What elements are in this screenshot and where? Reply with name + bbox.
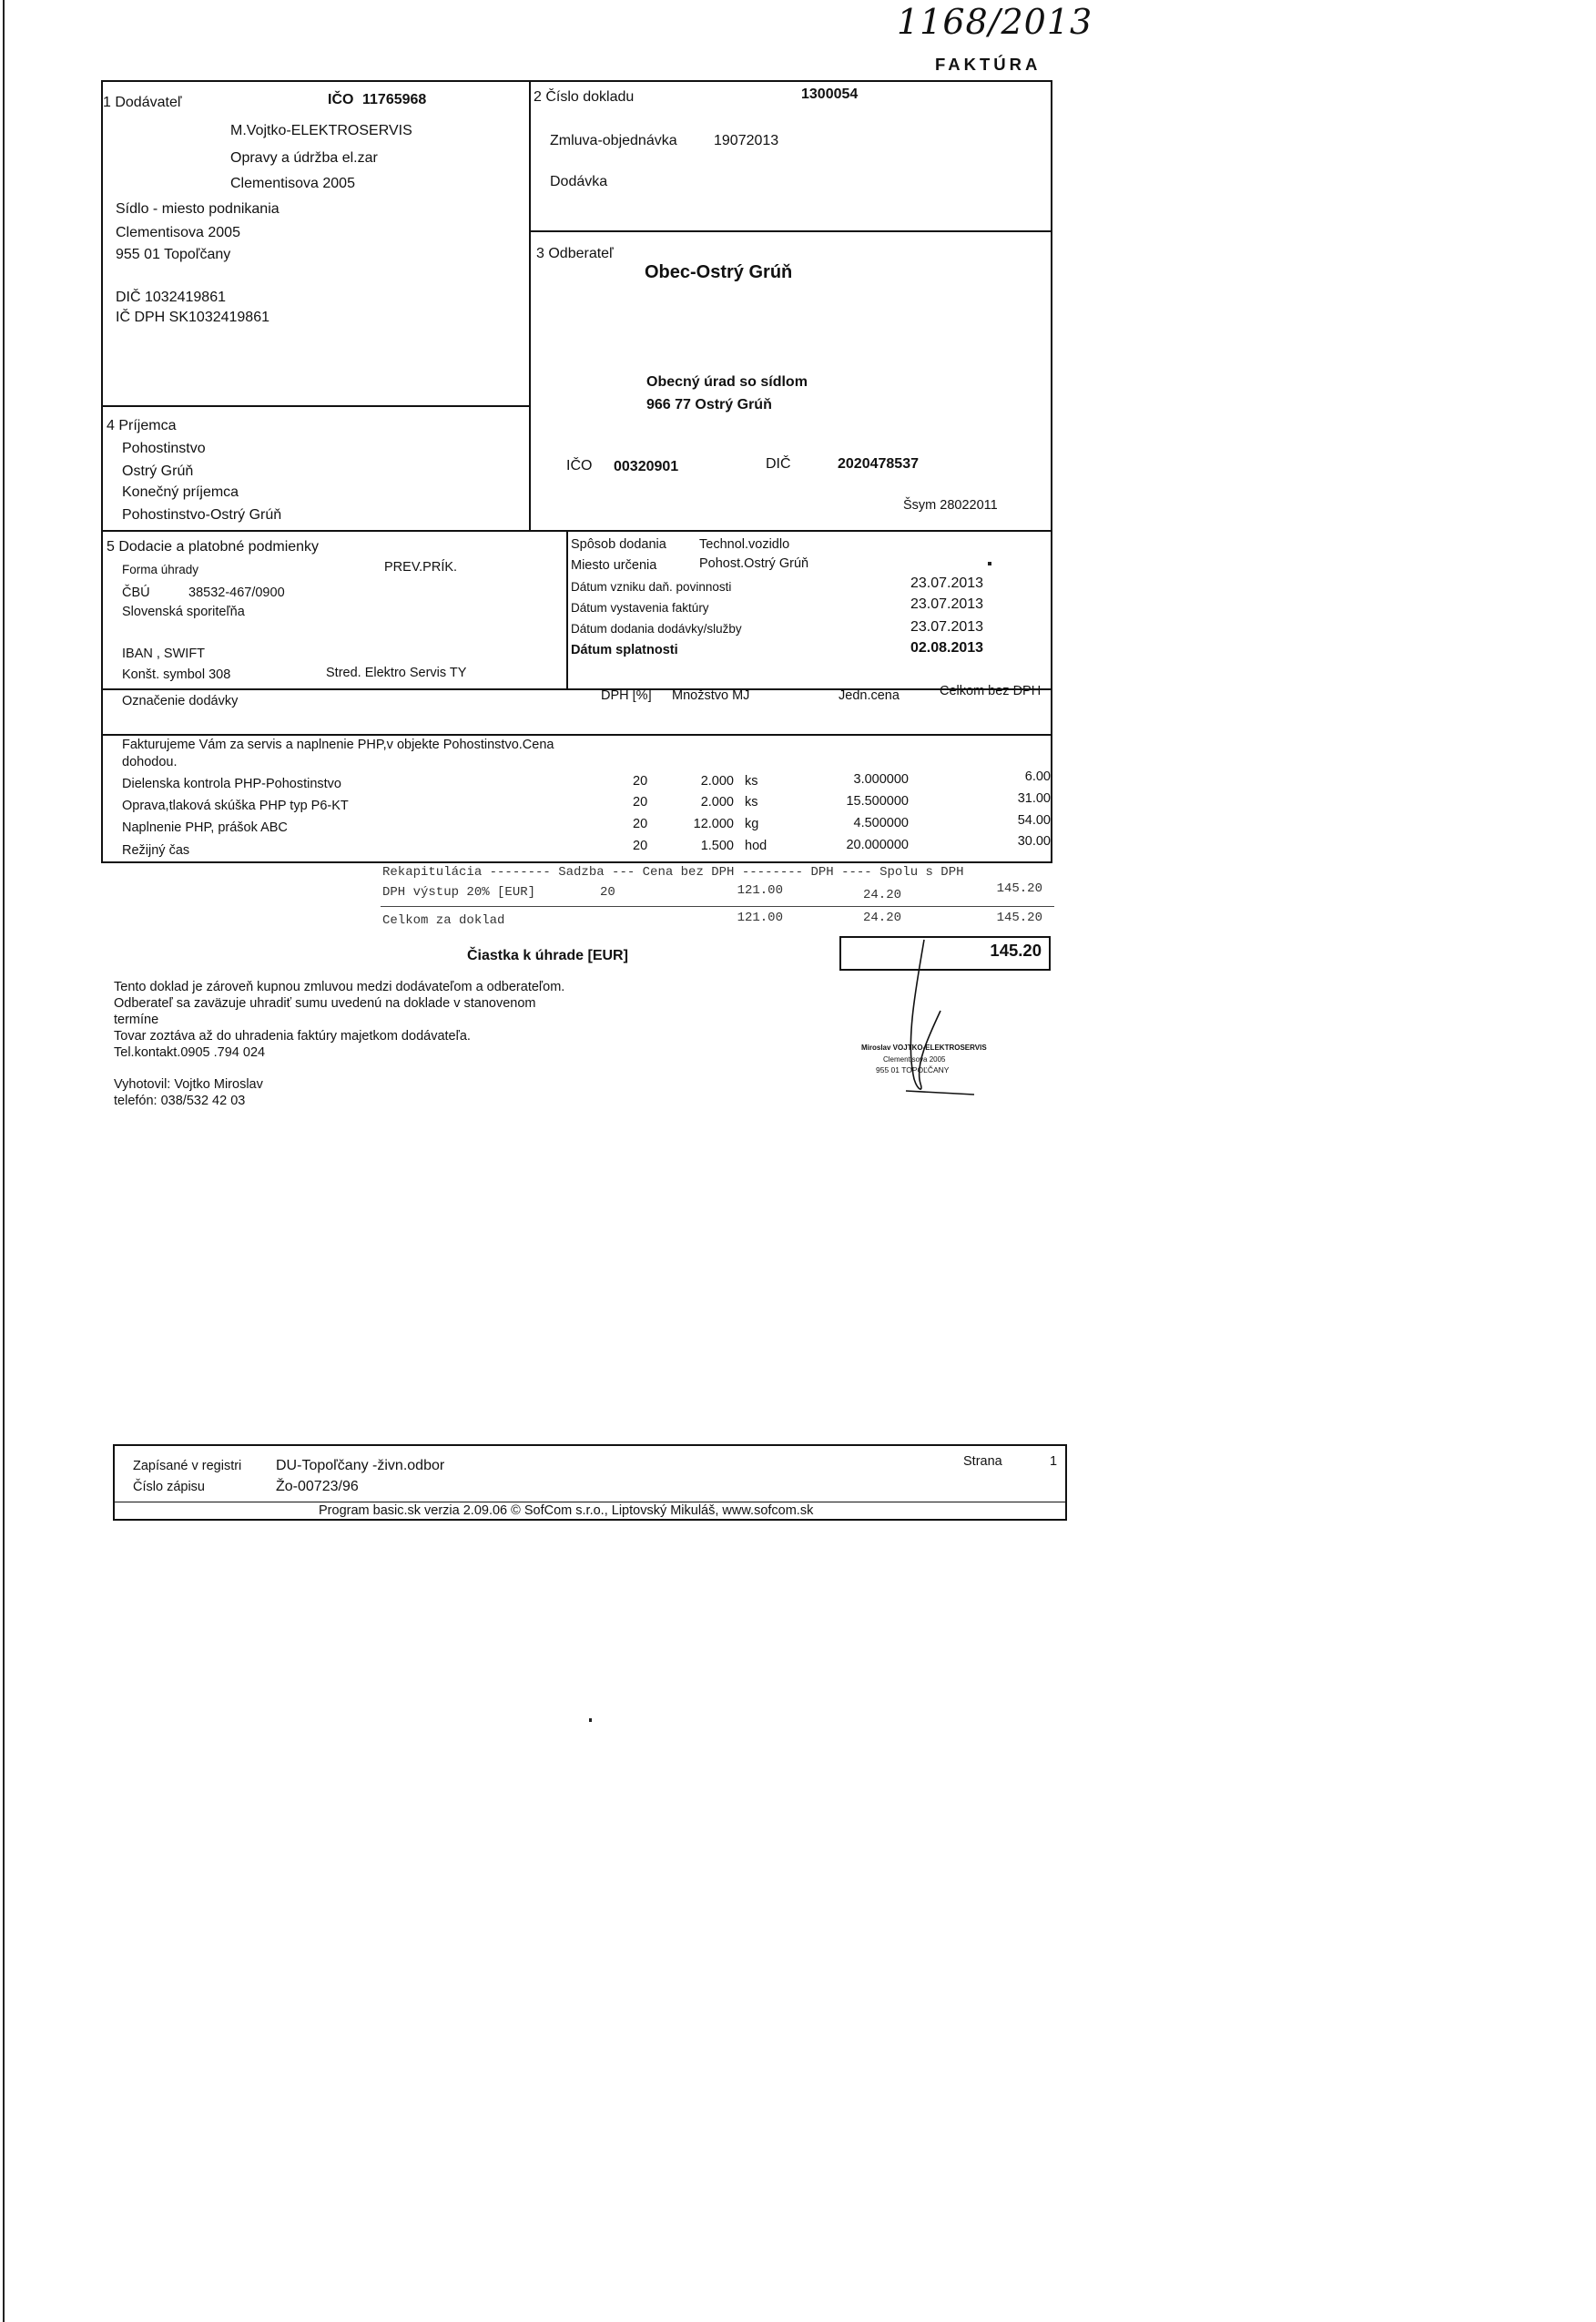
col-qty-header: Množstvo MJ — [672, 688, 750, 703]
supply-date-label: Dátum dodania dodávky/služby — [571, 622, 742, 636]
recap-total-label: Celkom za doklad — [382, 913, 505, 928]
frame-top — [101, 80, 1052, 82]
handwritten-invoice-number: 1168/2013 — [897, 2, 1093, 42]
tax-date-label: Dátum vzniku daň. povinnosti — [571, 580, 732, 594]
row-unit: 15.500000 — [846, 794, 909, 809]
note-line1: Tento doklad je zároveň kupnou zmluvou medzi dodávateľom a odberateľom. — [114, 980, 565, 994]
entry-value: Žo-00723/96 — [276, 1479, 359, 1494]
contract-label: Zmluva-objednávka — [550, 133, 677, 148]
note-line4: Tovar zoztáva až do uhradenia faktúry majetkom dodávateľa. — [114, 1029, 471, 1044]
recap-total-total: 145.20 — [996, 911, 1042, 925]
row-qty: 12.000 — [693, 817, 734, 831]
divider-upper-lower — [101, 530, 1052, 532]
customer-name: Obec-Ostrý Grúň — [645, 262, 793, 282]
recap-row-vat: 24.20 — [862, 888, 901, 902]
row-name: Naplnenie PHP, prášok ABC — [122, 820, 288, 835]
doc-number-label: 2 Číslo dokladu — [534, 89, 635, 105]
stamp-line2: Clementisova 2005 — [883, 1055, 946, 1064]
doc-number: 1300054 — [801, 87, 859, 102]
entry-label: Číslo zápisu — [133, 1480, 205, 1494]
issue-date-label: Dátum vystavenia faktúry — [571, 601, 709, 615]
due-date: 02.08.2013 — [910, 640, 984, 656]
payment-value: PREV.PRÍK. — [384, 560, 458, 575]
supplier-seat-street: Clementisova 2005 — [116, 225, 240, 240]
divider-header-row — [101, 688, 1052, 690]
note-line2: Odberateľ sa zaväzuje uhradiť sumu uvedenú na doklade v stanovenom — [114, 996, 536, 1011]
row-name: Oprava,tlaková skúška PHP typ P6-KT — [122, 799, 349, 813]
cbu-label: ČBÚ — [122, 586, 150, 600]
stamp-line3: 955 01 TOPOĽČANY — [876, 1065, 950, 1074]
row-total: 31.00 — [1017, 791, 1051, 806]
recap-row-total: 145.20 — [996, 881, 1042, 896]
customer-label: 3 Odberateľ — [536, 246, 614, 261]
recap-header: Rekapitulácia -------- Sadzba --- Cena bez DPH -------- DPH ---- Spolu s DPH — [382, 865, 964, 880]
cbu-value: 38532-467/0900 — [188, 586, 285, 600]
supplier-name: M.Vojtko-ELEKTROSERVIS — [230, 123, 412, 138]
issuer-phone: telefón: 038/532 42 03 — [114, 1094, 246, 1108]
stred-label: Stred. Elektro Servis TY — [326, 666, 467, 680]
recipient-label: 4 Príjemca — [107, 418, 177, 433]
supplier-seat-label: Sídlo - miesto podnikania — [116, 201, 280, 217]
supplier-line3: Clementisova 2005 — [230, 176, 355, 191]
note-line5: Tel.kontakt.0905 .794 024 — [114, 1045, 266, 1060]
row-total: 6.00 — [1024, 769, 1051, 784]
tax-date: 23.07.2013 — [910, 575, 984, 591]
supplier-ic-dph: IČ DPH SK1032419861 — [116, 310, 269, 325]
issue-date: 23.07.2013 — [910, 596, 984, 612]
recipient-final-label: Konečný príjemca — [122, 484, 239, 500]
frame-middle — [529, 80, 531, 531]
row-qty: 2.000 — [700, 795, 734, 810]
row-unit: 4.500000 — [853, 816, 909, 830]
bank-name: Slovenská sporiteľňa — [122, 605, 245, 619]
terms-label: 5 Dodacie a platobné podmienky — [107, 539, 320, 555]
payment-label: Forma úhrady — [122, 563, 199, 576]
row-dph: 20 — [633, 817, 648, 831]
recap-row-label: DPH výstup 20% [EUR] — [382, 885, 536, 900]
customer-ico: 00320901 — [614, 459, 679, 474]
recipient-line2: Ostrý Grúň — [122, 463, 194, 479]
page-left-edge — [3, 0, 5, 2322]
row-dph: 20 — [633, 795, 648, 810]
recap-divider — [381, 906, 1054, 907]
col-total-header: Celkom bez DPH — [940, 684, 1042, 698]
supplier-dic: DIČ 1032419861 — [116, 290, 226, 305]
scan-speck — [589, 1718, 592, 1722]
table-intro-line1: Fakturujeme Vám za servis a naplnenie PHP,v objekte Pohostinstvo.Cena — [122, 738, 554, 752]
page-number: 1 — [1050, 1454, 1058, 1469]
delivery-mode-label: Spôsob dodania — [571, 537, 666, 552]
recap-total-base: 121.00 — [737, 911, 783, 925]
konst-symbol: Konšt. symbol 308 — [122, 667, 231, 682]
row-mj: hod — [745, 839, 768, 853]
table-intro-line2: dohodou. — [122, 755, 178, 769]
contract-number: 19072013 — [714, 133, 779, 148]
row-mj: ks — [745, 774, 758, 789]
row-name: Režijný čas — [122, 843, 190, 858]
program-credit: Program basic.sk verzia 2.09.06 © SofCom s.r.o., Liptovský Mikuláš, www.sofcom.sk — [319, 1503, 814, 1518]
registry-value: DU-Topoľčany -živn.odbor — [276, 1458, 445, 1473]
customer-line2: 966 77 Ostrý Grúň — [646, 397, 772, 412]
col-dph-header: DPH [%] — [601, 688, 652, 703]
note-line3: termíne — [114, 1013, 159, 1027]
row-dph: 20 — [633, 839, 648, 853]
row-total: 54.00 — [1017, 813, 1051, 828]
row-qty: 2.000 — [700, 774, 734, 789]
frame-right — [1051, 80, 1052, 863]
delivery-label: Dodávka — [550, 174, 608, 189]
destination: Pohost.Ostrý Grúň — [699, 556, 809, 571]
frame-bottom — [101, 861, 1052, 863]
customer-dic: 2020478537 — [838, 456, 919, 472]
frame-left — [101, 80, 103, 863]
recap-row-rate: 20 — [600, 885, 615, 900]
supplier-ico: 11765968 — [362, 92, 427, 107]
registry-label: Zapísané v registri — [133, 1459, 242, 1473]
row-total: 30.00 — [1017, 834, 1051, 849]
stamp-line1: Miroslav VOJTKO-ELEKTROSERVIS — [861, 1044, 987, 1052]
customer-dic-label: DIČ — [766, 456, 791, 472]
row-name: Dielenska kontrola PHP-Pohostinstvo — [122, 777, 341, 791]
supplier-ico-label: IČO — [328, 92, 354, 107]
divider-table-top — [101, 734, 1052, 736]
recipient-final: Pohostinstvo-Ostrý Grúň — [122, 507, 282, 523]
customer-ico-label: IČO — [566, 458, 593, 474]
row-mj: kg — [745, 817, 759, 831]
amount-due-label: Čiastka k úhrade [EUR] — [467, 948, 628, 963]
supplier-label: 1 Dodávateľ — [103, 95, 182, 110]
delivery-mode: Technol.vozidlo — [699, 537, 790, 552]
row-unit: 3.000000 — [853, 772, 909, 787]
iban-swift: IBAN , SWIFT — [122, 647, 206, 661]
divider-doc-customer — [529, 230, 1052, 232]
issuer: Vyhotovil: Vojtko Miroslav — [114, 1077, 263, 1092]
row-qty: 1.500 — [700, 839, 734, 853]
recipient-line1: Pohostinstvo — [122, 441, 206, 456]
row-dph: 20 — [633, 774, 648, 789]
due-date-label: Dátum splatnosti — [571, 643, 678, 657]
doc-title: FAKTÚRA — [935, 55, 1042, 74]
amount-due-value: 145.20 — [990, 941, 1042, 960]
divider-supplier-recipient — [101, 405, 531, 407]
destination-label: Miesto určenia — [571, 558, 657, 573]
frame-middle-lower — [566, 530, 568, 689]
supplier-seat-city: 955 01 Topoľčany — [116, 247, 231, 262]
recap-total-vat: 24.20 — [862, 911, 901, 925]
col-item-header: Označenie dodávky — [122, 694, 239, 708]
row-mj: ks — [745, 795, 758, 810]
customer-line1: Obecný úrad so sídlom — [646, 374, 808, 390]
col-unit-price-header: Jedn.cena — [839, 688, 900, 703]
supplier-line2: Opravy a údržba el.zar — [230, 150, 378, 166]
recap-row-base: 121.00 — [737, 883, 783, 898]
supply-date: 23.07.2013 — [910, 619, 984, 635]
scan-speck — [988, 562, 991, 565]
page-label: Strana — [963, 1454, 1002, 1469]
row-unit: 20.000000 — [846, 838, 909, 852]
customer-ssym: Šsym 28022011 — [903, 498, 998, 513]
signature — [888, 929, 988, 1102]
